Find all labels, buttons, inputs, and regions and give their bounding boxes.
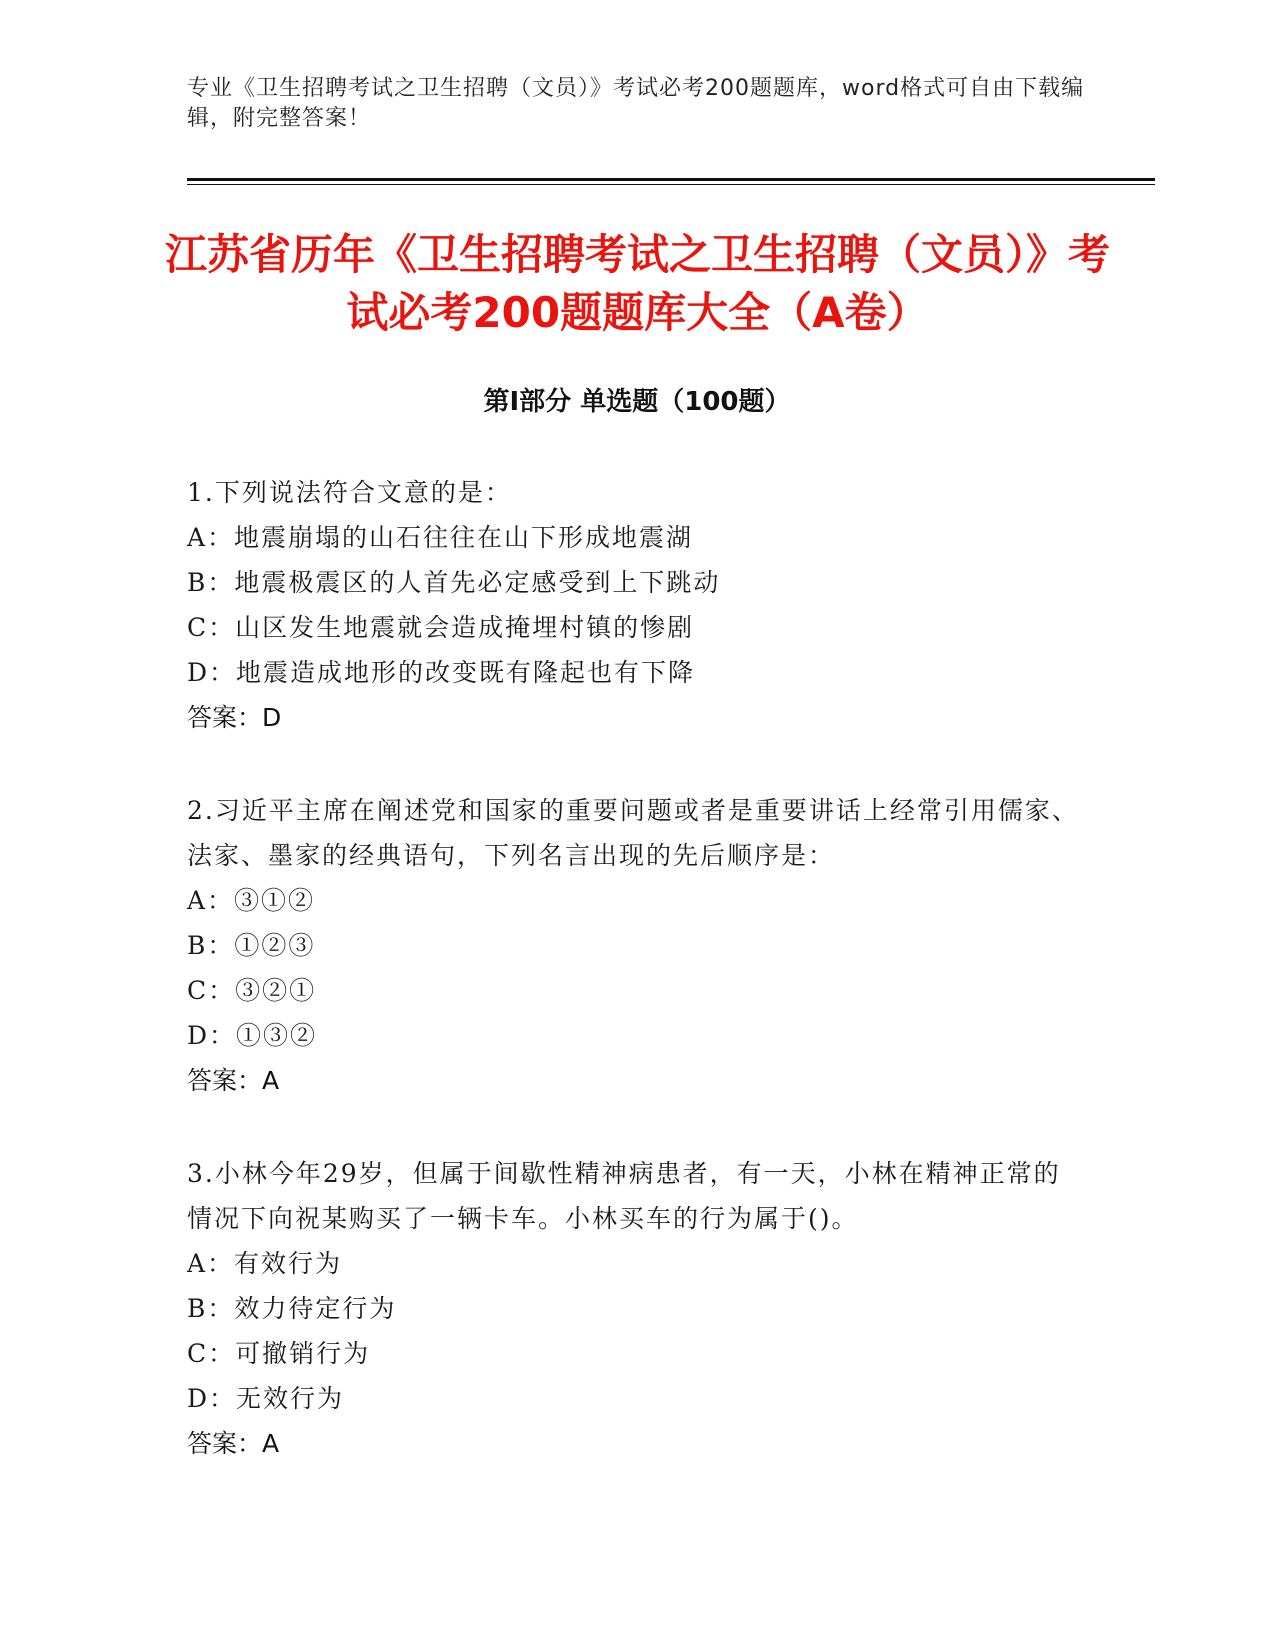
question-stem: 3.小林今年29岁，但属于间歇性精神病患者，有一天，小林在精神正常的情况下向祝某购买了一辆卡车。小林买车的行为属于()。 (187, 1159, 1061, 1233)
header-note: 专业《卫生招聘考试之卫生招聘（文员）》考试必考200题题库，word格式可自由下载编辑，附完整答案！ (187, 76, 1085, 131)
answer: 答案：A (187, 1429, 280, 1458)
option-a: A：有效行为 (187, 1249, 343, 1278)
answer: 答案：D (187, 703, 282, 732)
option-b: B：地震极震区的人首先必定感受到上下跳动 (187, 568, 721, 597)
section-title: 第Ⅰ部分 单选题（100题） (483, 387, 791, 417)
option-c: C：山区发生地震就会造成掩埋村镇的惨剧 (187, 613, 695, 642)
document-title: 江苏省历年《卫生招聘考试之卫生招聘（文员）》考试必考200题题库大全（A卷） (164, 230, 1110, 337)
option-c: C：可撤销行为 (187, 1339, 371, 1368)
option-b: B：①②③ (187, 931, 316, 960)
header-rule-thin (187, 184, 1155, 185)
question-stem: 1.下列说法符合文意的是： (187, 478, 512, 507)
question-list (187, 470, 1087, 1514)
option-c: C：③②① (187, 976, 317, 1005)
option-a: A：③①② (187, 886, 316, 915)
option-b: B：效力待定行为 (187, 1294, 397, 1323)
question-3 (187, 1151, 1087, 1466)
question-1 (187, 470, 1087, 740)
option-a: A：地震崩塌的山石往往在山下形成地震湖 (187, 523, 694, 552)
question-stem: 2.习近平主席在阐述党和国家的重要问题或者是重要讲话上经常引用儒家、法家、墨家的经典语句，下列名言出现的先后顺序是： (187, 796, 1079, 870)
option-d: D：地震造成地形的改变既有隆起也有下降 (187, 658, 696, 687)
question-2 (187, 788, 1087, 1103)
answer: 答案：A (187, 1066, 280, 1095)
header-rule-thick (187, 178, 1155, 181)
option-d: D：①③② (187, 1021, 318, 1050)
option-d: D：无效行为 (187, 1384, 345, 1413)
